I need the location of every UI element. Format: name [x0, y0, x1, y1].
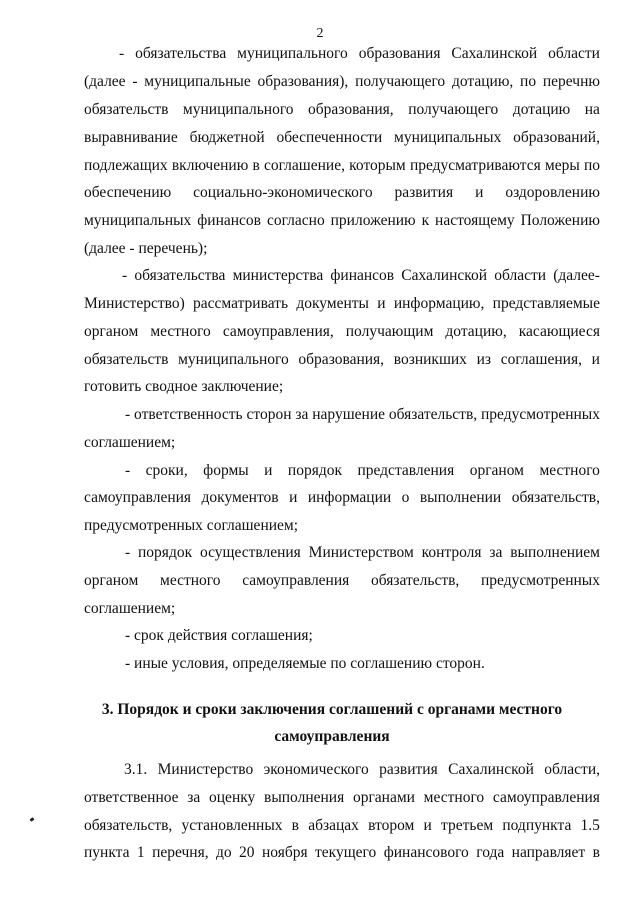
text-line: соглашением;	[84, 434, 176, 451]
text-line: подлежащих включению в соглашение, которым предусматриваются меры по	[84, 157, 600, 174]
text-line: муниципальных финансов согласно приложению к настоящему Положению	[84, 212, 600, 229]
page-number: 2	[316, 26, 324, 41]
text-line: выравнивание бюджетной обеспеченности муниципальных образований,	[84, 129, 600, 146]
text-line: - обязательства муниципального образования Сахалинской области	[119, 45, 600, 62]
text-line: ответственное за оценку выполнения органами местного самоуправления	[84, 789, 600, 806]
text-line: - срок действия соглашения;	[125, 627, 313, 644]
text-line: - иные условия, определяемые по соглашению сторон.	[125, 655, 485, 672]
text-line: - сроки, формы и порядок представления органом местного	[125, 462, 600, 479]
text-line: - ответственность сторон за нарушение обязательств, предусмотренных	[125, 406, 600, 423]
text-line: органом местного самоуправления обязательств, предусмотренных	[84, 572, 600, 589]
text-line: готовить сводное заключение;	[84, 378, 284, 395]
section-heading: 3. Порядок и сроки заключения соглашений с органами местного	[101, 701, 563, 718]
section-heading-continued: самоуправления	[274, 728, 390, 745]
text-line: - порядок осуществления Министерством контроля за выполнением	[125, 544, 600, 561]
text-line: обязательств муниципального образования, возникших из соглашения, и	[84, 351, 600, 368]
text-line: (далее - муниципальные образования), получающего дотацию, по перечню	[84, 73, 600, 90]
text-line: - обязательства министерства финансов Сахалинской области (далее-	[122, 267, 600, 284]
text-line: обязательств, установленных в абзацах втором и третьем подпункта 1.5	[84, 817, 600, 834]
text-line: пункта 1 перечня, до 20 ноября текущего финансового года направляет в	[84, 844, 600, 861]
text-line: органом местного самоуправления, получающим дотацию, касающиеся	[84, 323, 600, 340]
text-line: соглашением;	[84, 600, 176, 617]
text-line: самоуправления документов и информации о выполнении обязательств,	[84, 489, 600, 506]
text-line: предусмотренных соглашением;	[84, 517, 299, 534]
scan-speck	[30, 817, 35, 822]
text-line: обеспечению социально-экономического развития и оздоровлению	[84, 184, 600, 201]
text-line: обязательств муниципального образования, получающего дотацию на	[84, 101, 600, 118]
text-line: Министерство) рассматривать документы и информацию, представляемые	[84, 295, 600, 312]
text-line: 3.1. Министерство экономического развития Сахалинской области,	[124, 761, 600, 778]
text-line: (далее - перечень);	[84, 240, 208, 257]
